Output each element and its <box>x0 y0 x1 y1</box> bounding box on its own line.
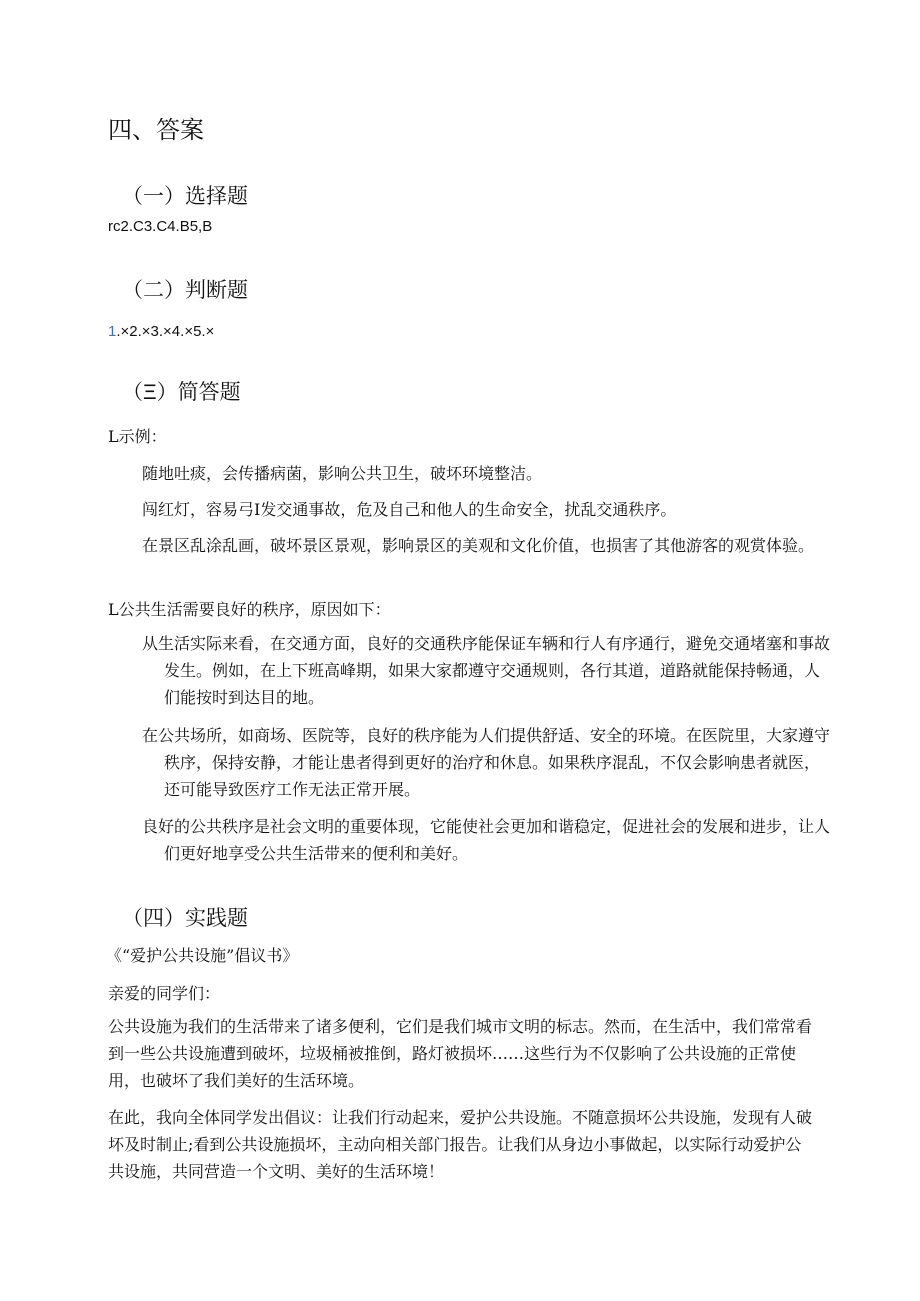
short-q2-item-1: 从生活实际来看，在交通方面，良好的交通秩序能保证车辆和行人有序通行，避免交通堵塞和事故发生。例如，在上下班高峰期，如果大家都遵守交通规则，各行其道，道路就能保持畅通，人们能按时到达目的地。 <box>142 634 831 707</box>
short-q2-item-3: 良好的公共秩序是社会文明的重要体现，它能使社会更加和谐稳定，促进社会的发展和进步，让人们更好地享受公共生活带来的便利和美好。 <box>142 817 831 863</box>
section-title-judge: （二）判断题 <box>122 279 248 302</box>
section-title-short: （Ξ）简答题 <box>122 381 241 404</box>
judge-answers-prefix: 1 <box>108 323 117 340</box>
page-heading: 四、答案 <box>108 117 204 144</box>
short-q1-label: L示例： <box>108 427 167 446</box>
choice-answers: rc2.C3.C4.B5,B <box>108 218 213 235</box>
letter-paragraph-1: 公共设施为我们的生活带来了诸多便利，它们是我们城市文明的标志。然而，在生活中，我们常常看到一些公共设施遭到破坏，垃圾桶被推倒，路灯被损坏……这些行为不仅影响了公共设施的正常使用，也破坏了我们美好的生活环境。 <box>108 1017 813 1090</box>
short-q1-item-1: 随地吐痰，会传播病菌，影响公共卫生，破坏环境整洁。 <box>142 464 543 483</box>
letter-title: 《“爱护公共设施”倡议书》 <box>106 946 299 965</box>
short-q1-item-2: 闯红灯，容易弓I发交通事故，危及自己和他人的生命安全，扰乱交通秩序。 <box>142 500 677 519</box>
judge-answers <box>108 323 214 340</box>
short-q2-item-2: 在公共场所，如商场、医院等，良好的秩序能为人们提供舒适、安全的环境。在医院里，大家遵守秩序，保持安静，才能让患者得到更好的治疗和休息。如果秩序混乱，不仅会影响患者就医，还可能导致医疗工作无法正常开展。 <box>142 726 831 799</box>
letter-paragraph-2: 在此，我向全体同学发出倡议：让我们行动起来，爱护公共设施。不随意损坏公共设施，发现有人破坏及时制止;看到公共设施损坏，主动向相关部门报告。让我们从身边小事做起，以实际行动爱护公共设施，共同营造一个文明、美好的生活环境！ <box>108 1108 813 1181</box>
section-title-choice: （一）选择题 <box>122 185 248 208</box>
judge-answers-rest: .×2.×3.×4.×5.× <box>116 323 215 340</box>
section-title-practice: （四）实践题 <box>122 907 248 930</box>
letter-greeting: 亲爱的同学们： <box>108 984 221 1003</box>
short-q1-item-3: 在景区乱涂乱画，破坏景区景观，影响景区的美观和文化价值，也损害了其他游客的观赏体验。 <box>142 536 815 555</box>
short-q2-label: L公共生活需要良好的秩序，原因如下： <box>108 600 391 619</box>
